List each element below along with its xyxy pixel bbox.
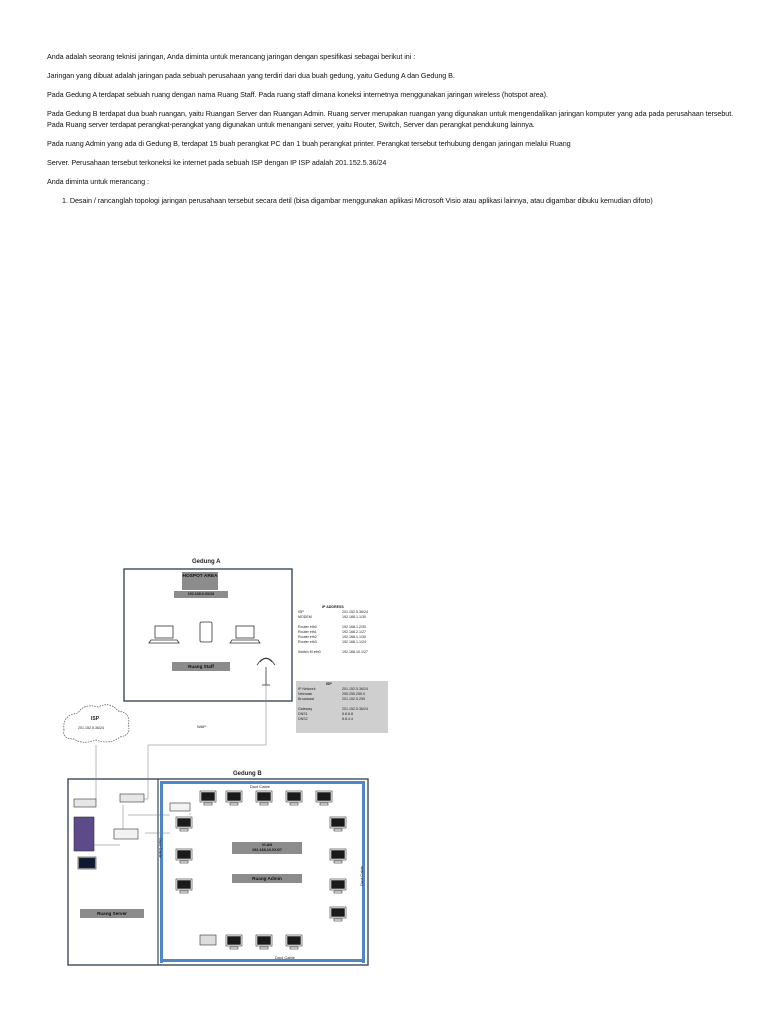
ip-address-key: MODEM <box>298 615 312 619</box>
hotspot-area-label: HOSPOT AREA <box>182 572 218 590</box>
hotspot-ip-label: 192.168.0.X0/28 <box>174 591 228 598</box>
pc-icon <box>330 817 346 831</box>
isp-info-value: 255.255.255.0 <box>342 692 365 696</box>
ip-address-key: Router eth1 <box>298 630 317 634</box>
task-list-item: 1. Desain / rancanglah topologi jaringan perusahaan tersebut secara detil (bisa digambar menggunakan aplikasi Microsoft Visio atau aplikasi lainnya, atau digambar dibuku kemudian difoto) <box>62 195 653 205</box>
gedung-a-title: Gedung A <box>192 559 221 565</box>
pc-icon <box>330 849 346 863</box>
ip-address-key: ISP <box>298 610 304 614</box>
pc-icon <box>330 879 346 893</box>
isp-info-value: 8.8.8.8 <box>342 712 353 716</box>
isp-info-key: DNS2 <box>298 717 308 721</box>
ip-address-key: Router eth3 <box>298 640 317 644</box>
pc-icon <box>176 879 192 893</box>
ip-address-rows <box>298 610 390 655</box>
ip-address-value: 201.152.5.36/24 <box>342 610 368 614</box>
ip-address-key: Router eth2 <box>298 635 317 639</box>
pc-icon <box>176 849 192 863</box>
pc-icon <box>256 935 272 949</box>
ip-address-value: 192.168.1.1/30 <box>342 615 366 619</box>
pc-icon <box>316 791 332 805</box>
ip-address-key: Router eth0 <box>298 625 317 629</box>
duct-cable-left-label: Duct Cable <box>157 838 163 858</box>
isp-info-value: 201.152.5.36/24 <box>342 687 368 691</box>
ruang-admin-label: Ruang Admin <box>232 874 302 883</box>
isp-info-table-title: ISP <box>326 682 332 686</box>
pc-icon <box>256 791 272 805</box>
ip-address-table-title: IP ADDRESS <box>322 605 344 609</box>
paragraph-gedung-b: Pada Gedung B terdapat dua buah ruangan, yaitu Ruangan Server dan Ruangan Admin. Ruang server merupakan ruangan yang digunakan untuk mengendalikan jaringan komputer yang ada pada perusahaan tersebut. Pada Ruang server terdapat perangkat-perangkat yang digunakan untuk menangani server, yaitu Router, Switch, Server dan perangkat pendukung lainnya. <box>47 109 734 129</box>
wap-label: WAP <box>197 724 206 729</box>
isp-info-key: Gateway <box>298 707 313 711</box>
isp-cloud-title: ISP <box>91 716 100 722</box>
ip-address-row <box>298 650 390 655</box>
paragraph-network: Jaringan yang dibuat adalah jaringan pada sebuah perusahaan yang terdiri dari dua buah gedung, yaitu Gedung A dan Gedung B. <box>47 71 455 80</box>
isp-cloud-ip: 201.152.5.36/24 <box>78 726 104 730</box>
isp-info-key: Netmask <box>298 692 313 696</box>
paragraph-gedung-a: Pada Gedung A terdapat sebuah ruang dengan nama Ruang Staff. Pada ruang staff dimana koneksi internetnya menggunakan jaringan wireless (hotspot area). <box>47 90 548 99</box>
isp-info-value: 201.152.5.255 <box>342 697 365 701</box>
duct-cable-bottom-label: Duct Cable <box>275 955 295 960</box>
paragraph-intro: Anda adalah seorang teknisi jaringan, Anda diminta untuk merancang jaringan dengan spesifikasi sebagai berikut ini : <box>47 52 416 61</box>
ip-address-key: Switch M eth0 <box>298 650 321 654</box>
vlan-label: VLAN 192.168.10.0X/27 <box>232 842 302 854</box>
pc-icon <box>200 791 216 805</box>
paragraph-task-heading: Anda diminta untuk merancang : <box>47 176 149 186</box>
ip-address-table <box>298 605 390 655</box>
pc-icon <box>330 907 346 921</box>
pc-icon <box>176 817 192 831</box>
ruang-server-label: Ruang Server <box>80 909 144 918</box>
isp-info-key: IP Network <box>298 687 316 691</box>
paragraph-isp: Server. Perusahaan tersebut terkoneksi ke internet pada sebuah ISP dengan IP ISP adalah 201.152.5.36/24 <box>47 157 387 167</box>
isp-info-rows <box>298 687 386 722</box>
pc-icon <box>226 935 242 949</box>
duct-cable-right-label: Duct Cable <box>358 866 364 886</box>
task-list <box>47 196 737 207</box>
isp-info-row <box>298 717 386 722</box>
pc-icon <box>286 935 302 949</box>
ruang-staff-label: Ruang Staff <box>172 662 230 671</box>
document-body <box>47 52 737 206</box>
isp-info-value: 201.152.5.36/24 <box>342 707 368 711</box>
ip-address-value: 192.168.1.1/30 <box>342 635 366 639</box>
duct-cable-top-label: Duct Cable <box>250 784 270 789</box>
ip-address-value: 192.168.10.1/27 <box>342 650 368 654</box>
isp-info-table <box>296 681 388 733</box>
isp-info-value: 8.8.4.4 <box>342 717 353 721</box>
ip-address-value: 192.168.2.1/27 <box>342 630 366 634</box>
ip-address-value: 192.168.1.2/30 <box>342 625 366 629</box>
isp-info-key: Broadcast <box>298 697 315 701</box>
isp-info-key: DNS1 <box>298 712 308 716</box>
gedung-b-title: Gedung B <box>233 771 262 777</box>
network-topology-diagram <box>60 555 393 975</box>
pc-icon <box>286 791 302 805</box>
printer-icon <box>200 935 216 945</box>
ip-address-value: 192.168.1.1/24 <box>342 640 366 644</box>
pc-icon <box>226 791 242 805</box>
paragraph-ruang-admin: Pada ruang Admin yang ada di Gedung B, terdapat 15 buah perangkat PC dan 1 buah perangkat printer. Perangkat tersebut terhubung dengan jaringan melalui Ruang <box>47 138 571 148</box>
